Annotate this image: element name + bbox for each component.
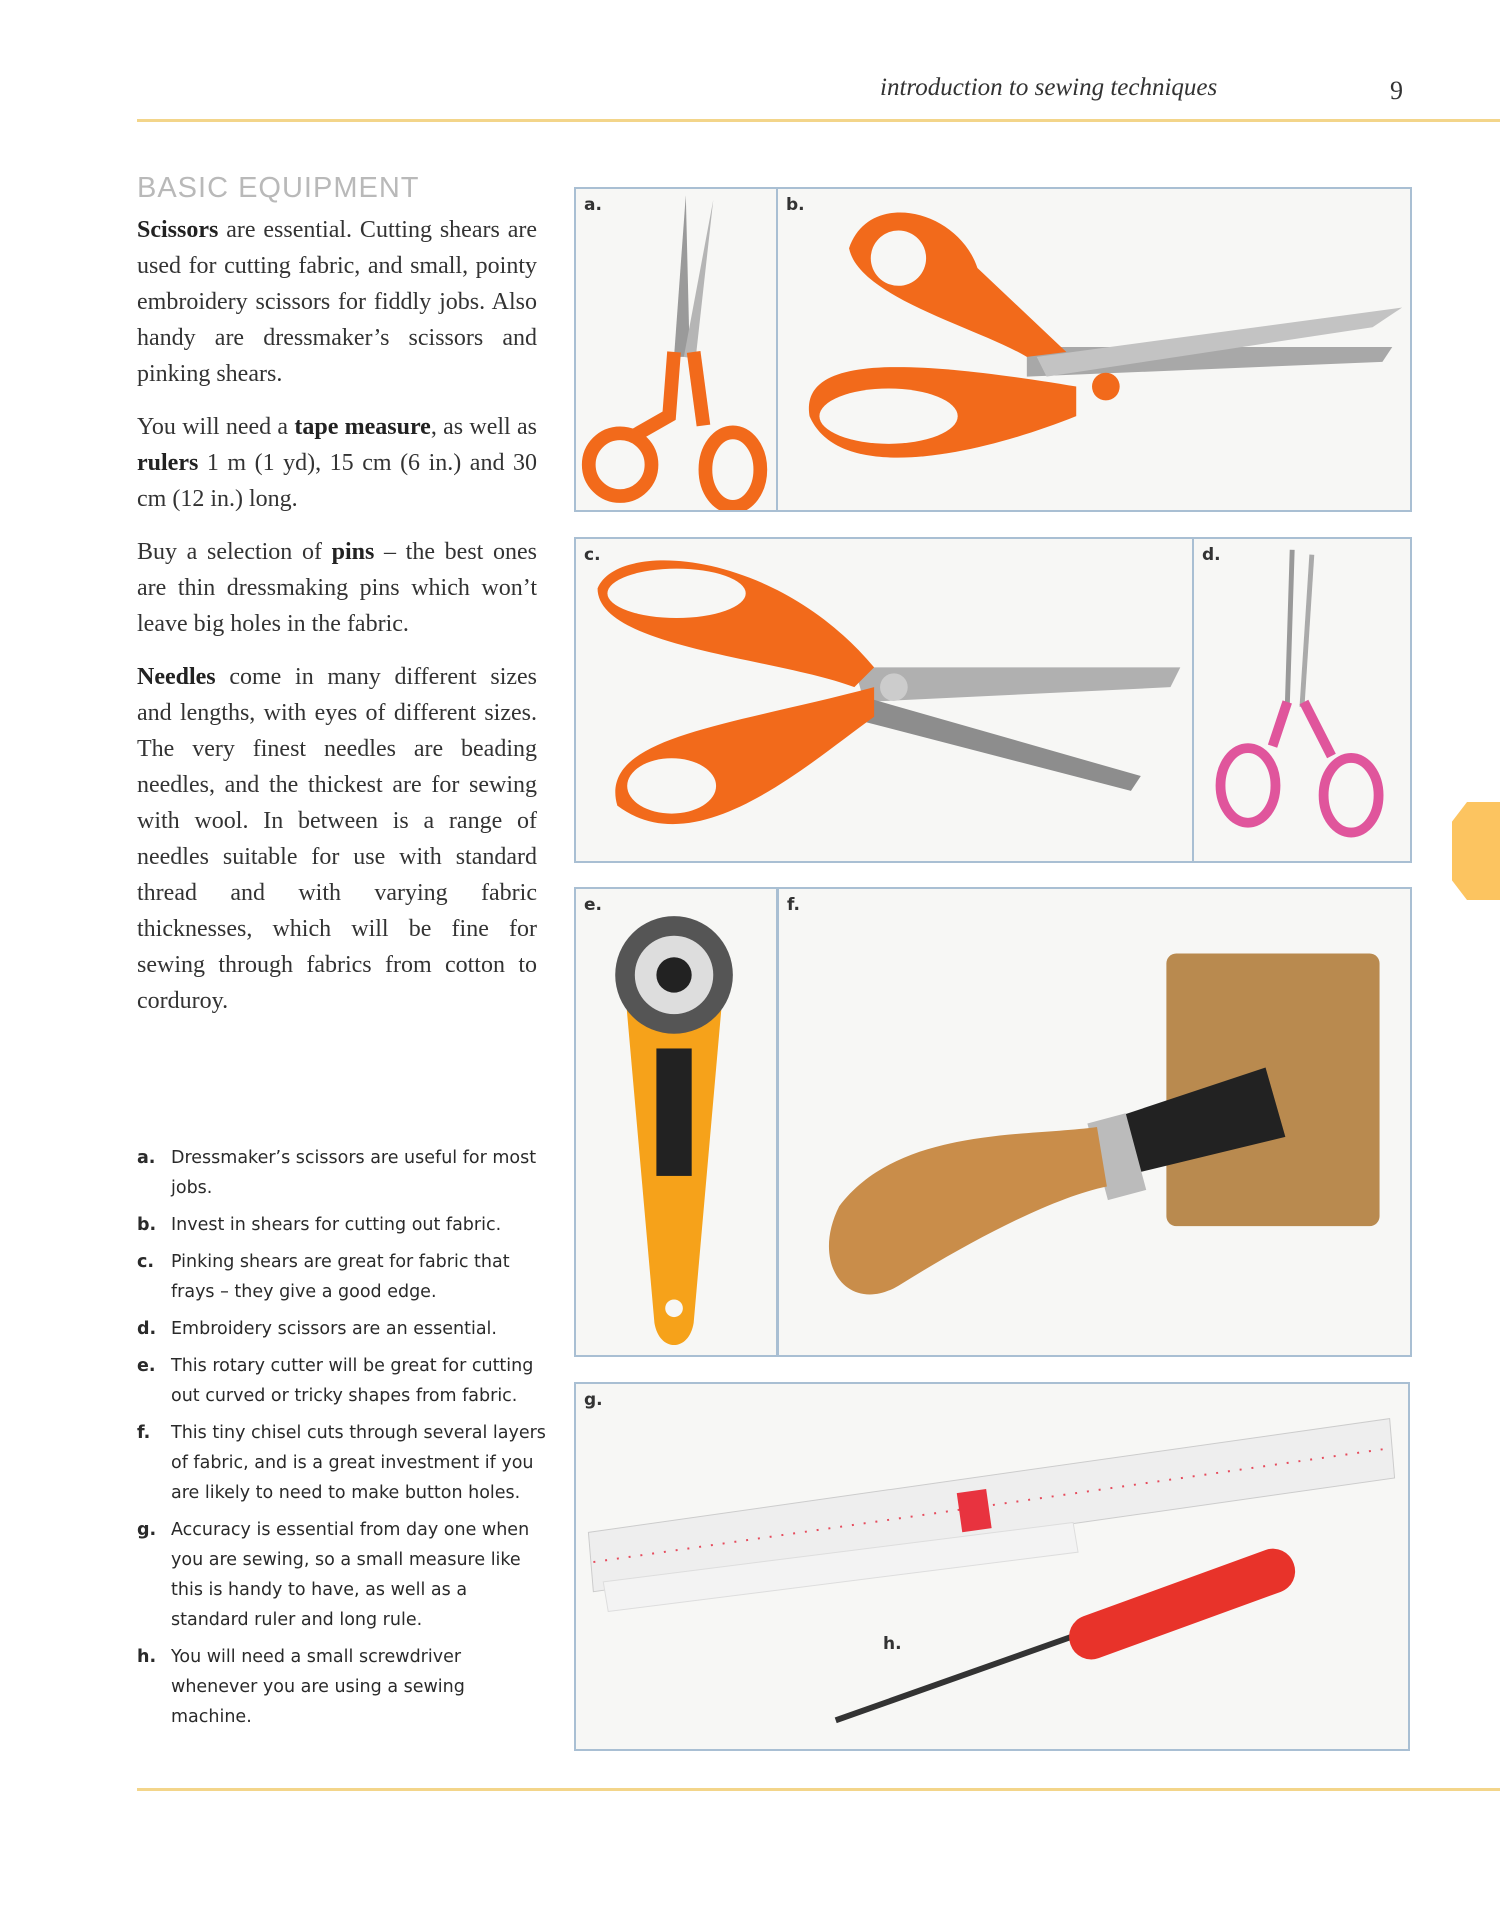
caption-list: [137, 1143, 547, 1739]
measure-screwdriver-image: [576, 1384, 1408, 1749]
photo-chisel: [777, 887, 1412, 1357]
photo-rotary-cutter: [574, 887, 778, 1357]
paragraph-needles: Needles come in many different sizes and lengths, with eyes of different sizes. The very finest needles are beading needles, and the thickest are for sewing with wool. In between is a range of needles suitable for use with standard thread and with varying fabric thicknesses, which will be fine for sewing through fabrics from cotton to corduroy.: [137, 664, 537, 1014]
panel-label: b.: [786, 195, 805, 215]
panel-label: h.: [883, 1634, 902, 1654]
panel-label: a.: [584, 195, 602, 215]
page-number: 9: [1390, 76, 1403, 105]
photo-dressmakers-scissors: [574, 187, 778, 512]
photo-shears: [776, 187, 1412, 512]
rotary-cutter-image: [576, 889, 776, 1355]
paragraph-pins: Buy a selection of pins – the best ones are thin dressmaking pins which won’t leave big holes in the fabric.: [137, 539, 537, 637]
photo-pinking-shears: [574, 537, 1194, 863]
footer-rule: [137, 1788, 1500, 1791]
shears-image: [778, 189, 1410, 510]
section-heading: BASIC EQUIPMENT: [137, 172, 420, 204]
caption-item: g. Accuracy is essential from day one when you are sewing, so a small measure like this is handy to have, as well as a standard ruler and long rule.: [137, 1520, 530, 1630]
paragraph-scissors: Scissors are essential. Cutting shears are used for cutting fabric, and small, pointy embroidery scissors for fiddly jobs. Also handy are dressmaker’s scissors and pinking shears.: [137, 217, 537, 387]
panel-label: c.: [584, 545, 601, 565]
paragraph-measure: You will need a tape measure, as well as rulers 1 m (1 yd), 15 cm (6 in.) and 30 cm (12 in.) long.: [137, 414, 537, 512]
pinking-shears-image: [576, 539, 1192, 861]
caption-item: f. This tiny chisel cuts through several layers of fabric, and is a great investment if you are likely to need to make button holes.: [137, 1423, 546, 1503]
panel-label: e.: [584, 895, 602, 915]
photo-measure-and-screwdriver: [574, 1382, 1410, 1751]
running-header-title: introduction to sewing techniques: [880, 74, 1218, 101]
caption-item: h. You will need a small screwdriver whenever you are using a sewing machine.: [137, 1647, 465, 1727]
caption-item: b. Invest in shears for cutting out fabric.: [137, 1215, 502, 1235]
panel-label: d.: [1202, 545, 1221, 565]
caption-item: d. Embroidery scissors are an essential.: [137, 1319, 497, 1339]
panel-label: f.: [787, 895, 800, 915]
photo-embroidery-scissors: [1192, 537, 1412, 863]
header-rule: [137, 119, 1500, 122]
caption-item: e. This rotary cutter will be great for cutting out curved or tricky shapes from fabric.: [137, 1356, 534, 1406]
body-text: [137, 212, 537, 1036]
scissors-image: [576, 189, 776, 510]
chapter-tab: [1452, 802, 1500, 900]
caption-item: c. Pinking shears are great for fabric that frays – they give a good edge.: [137, 1252, 510, 1302]
panel-label: g.: [584, 1390, 603, 1410]
embroidery-scissors-image: [1194, 539, 1410, 861]
chisel-image: [779, 889, 1410, 1355]
caption-item: a. Dressmaker’s scissors are useful for most jobs.: [137, 1148, 537, 1198]
